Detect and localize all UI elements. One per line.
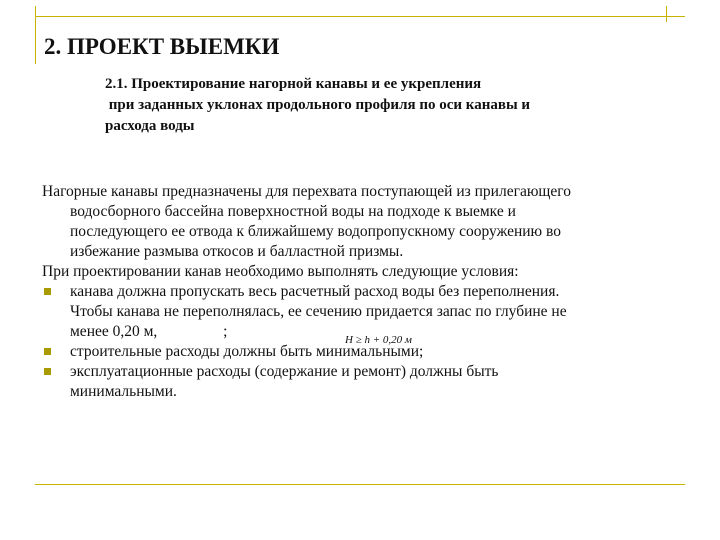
top-rule <box>35 16 685 17</box>
square-bullet-icon <box>44 348 51 355</box>
text-line: последующего ее отвода к ближайшему водопропускному сооружению во <box>70 223 561 240</box>
subtitle-line: 2.1. Проектирование нагорной канавы и ее укрепления <box>105 76 482 92</box>
square-bullet-icon <box>44 288 51 295</box>
subtitle-line: расхода воды <box>105 118 195 134</box>
text-line: минимальными. <box>70 383 177 400</box>
square-bullet-icon <box>44 368 51 375</box>
text-line: эксплуатационные расходы (содержание и ремонт) должны быть <box>70 363 499 380</box>
text-line: избежание размыва откосов и балластной призмы. <box>70 243 404 260</box>
bullet-item <box>42 282 712 342</box>
subtitle-line: при заданных уклонах продольного профиля по оси канавы и <box>105 97 531 113</box>
depth-formula: H ≥ h + 0,20 м <box>345 334 412 346</box>
right-rule <box>666 6 667 22</box>
slide-body <box>42 182 712 402</box>
text-line: строительные расходы должны быть минимальными; <box>70 343 424 360</box>
paragraph-intro <box>42 182 712 262</box>
text-line: водосборного бассейна поверхностной воды на подходе к выемке и <box>70 203 516 220</box>
text-line: менее 0,20 м, ; <box>70 323 228 340</box>
left-rule <box>35 6 36 64</box>
text-line: Нагорные канавы предназначены для перехвата поступающей из прилегающего <box>42 183 571 200</box>
text-line: канава должна пропускать весь расчетный расход воды без переполнения. <box>70 283 560 300</box>
bottom-rule <box>35 484 685 485</box>
bullet-item <box>42 362 712 402</box>
section-subtitle <box>105 74 665 137</box>
slide-title: 2. ПРОЕКТ ВЫЕМКИ <box>44 34 280 59</box>
paragraph-conditions: При проектировании канав необходимо выполнять следующие условия: <box>42 263 519 280</box>
text-line: Чтобы канава не переполнялась, ее сечению придается запас по глубине не <box>70 303 567 320</box>
